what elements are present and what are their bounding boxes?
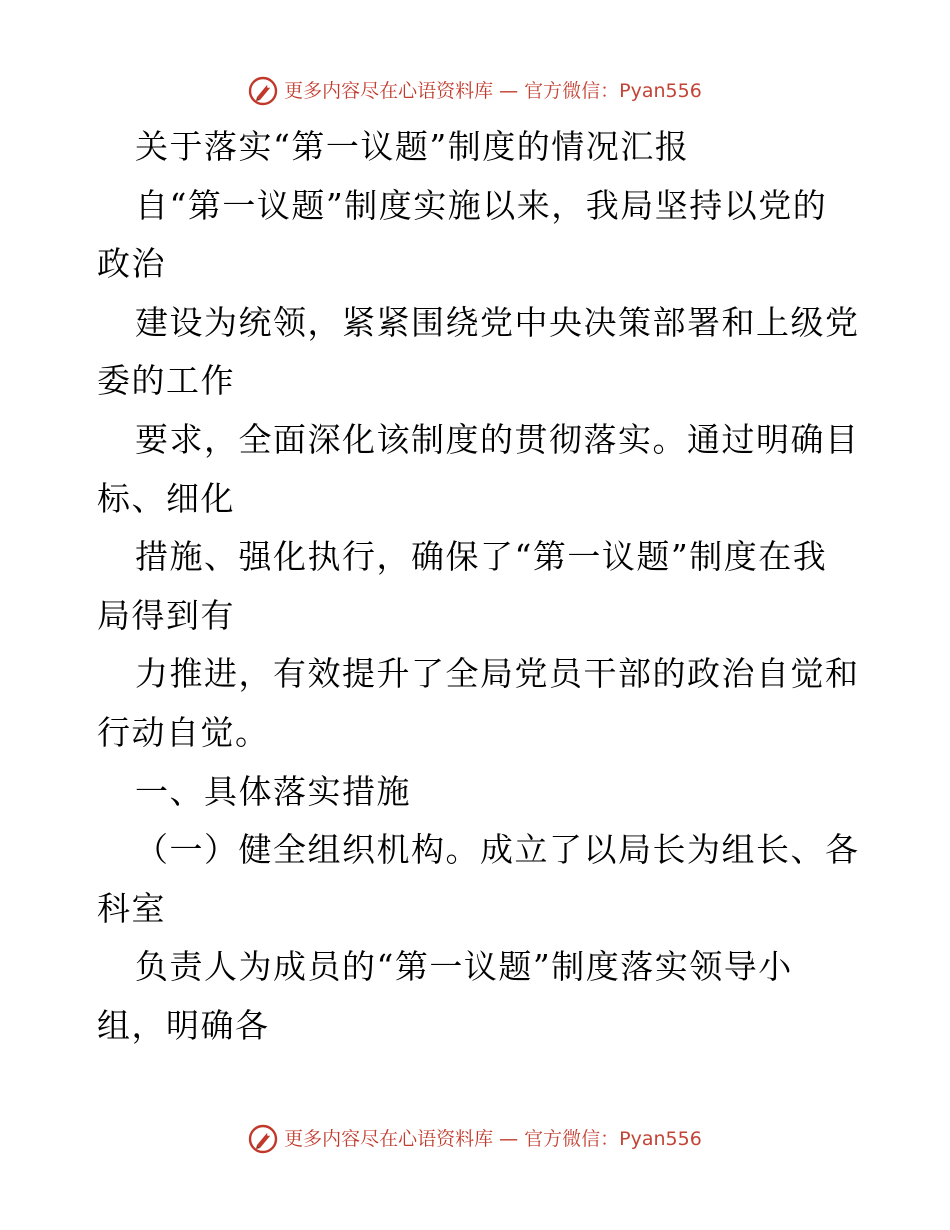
paragraph-line: 自“第一议题”制度实施以来，我局坚持以党的 — [135, 185, 828, 225]
section-heading: 一、具体落实措施 — [135, 771, 411, 811]
document-title: 关于落实“第一议题”制度的情况汇报 — [135, 127, 690, 166]
footer-watermark-banner — [0, 1124, 950, 1154]
paragraph-line: 标、细化 — [97, 478, 235, 518]
banner-separator: — — [499, 1128, 519, 1150]
paragraph-line: 科室 — [97, 888, 166, 928]
banner-separator: — — [499, 80, 519, 102]
pen-logo-icon — [248, 1124, 278, 1154]
pen-logo-icon — [248, 76, 278, 106]
banner-site-text: 更多内容尽在心语资料库 — [284, 1128, 494, 1150]
paragraph-line: 建设为统领，紧紧围绕党中央决策部署和上级党 — [135, 302, 860, 342]
paragraph-line: 要求，全面深化该制度的贯彻落实。通过明确目 — [135, 419, 860, 459]
paragraph-line: 行动自觉。 — [97, 712, 270, 752]
paragraph-line: （一）健全组织机构。成立了以局长为组长、各 — [135, 830, 860, 870]
paragraph-line: 政治 — [97, 244, 166, 284]
header-watermark-banner — [0, 76, 950, 106]
paragraph-line: 负责人为成员的“第一议题”制度落实领导小 — [135, 947, 793, 987]
paragraph-line: 措施、强化执行，确保了“第一议题”制度在我 — [135, 537, 828, 577]
paragraph-line: 委的工作 — [97, 361, 235, 401]
banner-site-text: 更多内容尽在心语资料库 — [284, 80, 494, 102]
banner-wechat-text: 官方微信：Pyan556 — [524, 80, 702, 102]
document-body — [97, 118, 860, 1056]
paragraph-line: 组，明确各 — [97, 1005, 270, 1045]
paragraph-line: 局得到有 — [97, 595, 235, 635]
paragraph-line: 力推进，有效提升了全局党员干部的政治自觉和 — [135, 654, 860, 694]
banner-wechat-text: 官方微信：Pyan556 — [524, 1128, 702, 1150]
